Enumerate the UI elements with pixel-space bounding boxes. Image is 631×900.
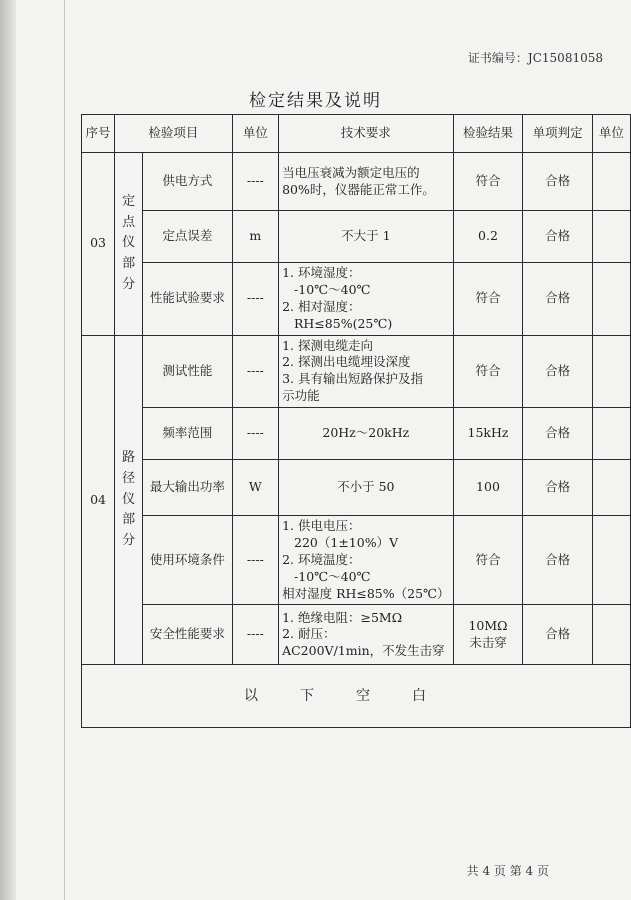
- page-footer: 共 4 页 第 4 页: [466, 864, 549, 878]
- item-result: 100: [453, 460, 523, 516]
- item-name: 供电方式: [143, 153, 232, 211]
- item-unit: W: [232, 460, 278, 516]
- item-result: 符合: [453, 516, 523, 605]
- requirement-line: 3. 具有输出短路保护及指: [282, 371, 423, 387]
- table-row: [82, 211, 631, 263]
- item-name: 频率范围: [143, 408, 232, 460]
- table-row: [82, 460, 631, 516]
- category-char: 部: [122, 512, 136, 528]
- item-result: 符合: [453, 153, 523, 211]
- section-number: 03: [82, 153, 115, 336]
- item-result: 符合: [453, 335, 523, 408]
- blank-row: [82, 665, 631, 728]
- requirement-line: 1. 供电电压：: [282, 518, 361, 533]
- table-row: [82, 153, 631, 211]
- item-requirement: [279, 153, 453, 211]
- item-requirement: [279, 460, 453, 516]
- item-unit: ----: [232, 605, 278, 665]
- results-table: [81, 114, 631, 728]
- header-no: 序号: [82, 115, 115, 153]
- item-name: 安全性能要求: [143, 605, 232, 665]
- result-line: 10MΩ: [468, 618, 508, 633]
- item-unit: ----: [232, 408, 278, 460]
- requirement-line: 1. 环境湿度：: [282, 265, 361, 280]
- item-unit: ----: [232, 263, 278, 336]
- section-number: 04: [82, 335, 115, 665]
- item-extra-unit: [592, 460, 630, 516]
- category-char: 点: [122, 214, 136, 230]
- item-judgement: 合格: [523, 605, 592, 665]
- category-char: 部: [122, 256, 136, 272]
- requirement-line: -10℃～40℃: [282, 568, 371, 584]
- category-char: 分: [122, 276, 136, 292]
- requirement-line: 1. 绝缘电阻：≥5MΩ: [282, 609, 403, 625]
- result-line: 未击穿: [469, 634, 507, 650]
- table-row: [82, 516, 631, 605]
- item-extra-unit: [592, 516, 630, 605]
- table-row: [82, 263, 631, 336]
- category-char: 径: [122, 470, 136, 486]
- item-result: 0.2: [453, 211, 523, 263]
- requirement-line: 220（1±10%）V: [282, 534, 399, 550]
- requirement-line: 2. 耐压：: [282, 626, 336, 642]
- section-category: [115, 335, 143, 665]
- item-unit: ----: [232, 335, 278, 408]
- requirement-line: RH≤85%(25℃): [282, 315, 393, 331]
- item-judgement: 合格: [523, 460, 592, 516]
- category-char: 分: [122, 533, 136, 549]
- item-result: [453, 605, 523, 665]
- requirement-line: -10℃～40℃: [282, 281, 371, 297]
- item-extra-unit: [592, 263, 630, 336]
- binding-fold-line: [64, 0, 65, 900]
- item-unit: ----: [232, 153, 278, 211]
- item-judgement: 合格: [523, 153, 592, 211]
- page-title: 检定结果及说明: [249, 91, 382, 111]
- item-name: 最大输出功率: [143, 460, 232, 516]
- category-char: 路: [122, 449, 136, 465]
- item-name: 测试性能: [143, 335, 232, 408]
- header-row: [82, 115, 631, 153]
- item-judgement: 合格: [523, 263, 592, 336]
- item-requirement: [279, 335, 453, 408]
- header-unit-2: 单位: [592, 115, 630, 153]
- requirement-line: 不小于 50: [337, 479, 395, 495]
- requirement-line: 80%时，仪器能正常工作。: [282, 181, 435, 197]
- item-result: 15kHz: [453, 408, 523, 460]
- item-extra-unit: [592, 335, 630, 408]
- header-item: 检验项目: [115, 115, 233, 153]
- requirement-line: 1. 探测电缆走向: [282, 337, 373, 353]
- table-row: [82, 408, 631, 460]
- item-unit: m: [232, 211, 278, 263]
- binding-edge: [0, 0, 16, 900]
- requirement-line: 示功能: [282, 388, 320, 404]
- item-requirement: [279, 263, 453, 336]
- item-judgement: 合格: [523, 335, 592, 408]
- header-result: 检验结果: [453, 115, 523, 153]
- category-char: 定: [122, 193, 136, 209]
- item-judgement: 合格: [523, 408, 592, 460]
- item-requirement: [279, 211, 453, 263]
- requirement-line: 2. 相对湿度：: [282, 298, 361, 314]
- item-requirement: [279, 605, 453, 665]
- requirement-line: 当电压衰减为额定电压的: [282, 164, 420, 180]
- item-result: 符合: [453, 263, 523, 336]
- item-extra-unit: [592, 211, 630, 263]
- item-name: 定点误差: [143, 211, 232, 263]
- requirement-line: 相对湿度 RH≤85%（25℃）: [282, 585, 450, 601]
- item-requirement: [279, 516, 453, 605]
- certificate-number: 证书编号：JC15081058: [467, 51, 603, 65]
- header-judgement: 单项判定: [523, 115, 592, 153]
- header-requirement: 技术要求: [279, 115, 453, 153]
- requirement-line: 20Hz～20kHz: [322, 425, 410, 441]
- category-char: 仪: [122, 491, 136, 507]
- requirement-line: 2. 环境温度：: [282, 551, 361, 567]
- item-extra-unit: [592, 605, 630, 665]
- section-category: [115, 153, 143, 336]
- item-judgement: 合格: [523, 211, 592, 263]
- blank-remark: 以下空白: [82, 665, 631, 728]
- item-unit: ----: [232, 516, 278, 605]
- requirement-line: 2. 探测出电缆埋设深度: [282, 354, 411, 370]
- item-judgement: 合格: [523, 516, 592, 605]
- item-name: 使用环境条件: [143, 516, 232, 605]
- item-extra-unit: [592, 408, 630, 460]
- table-row: [82, 605, 631, 665]
- category-char: 仪: [122, 235, 136, 251]
- requirement-line: AC200V/1min，不发生击穿: [282, 643, 445, 659]
- table-row: [82, 335, 631, 408]
- item-extra-unit: [592, 153, 630, 211]
- requirement-line: 不大于 1: [341, 228, 391, 244]
- header-unit: 单位: [232, 115, 278, 153]
- item-requirement: [279, 408, 453, 460]
- item-name: 性能试验要求: [143, 263, 232, 336]
